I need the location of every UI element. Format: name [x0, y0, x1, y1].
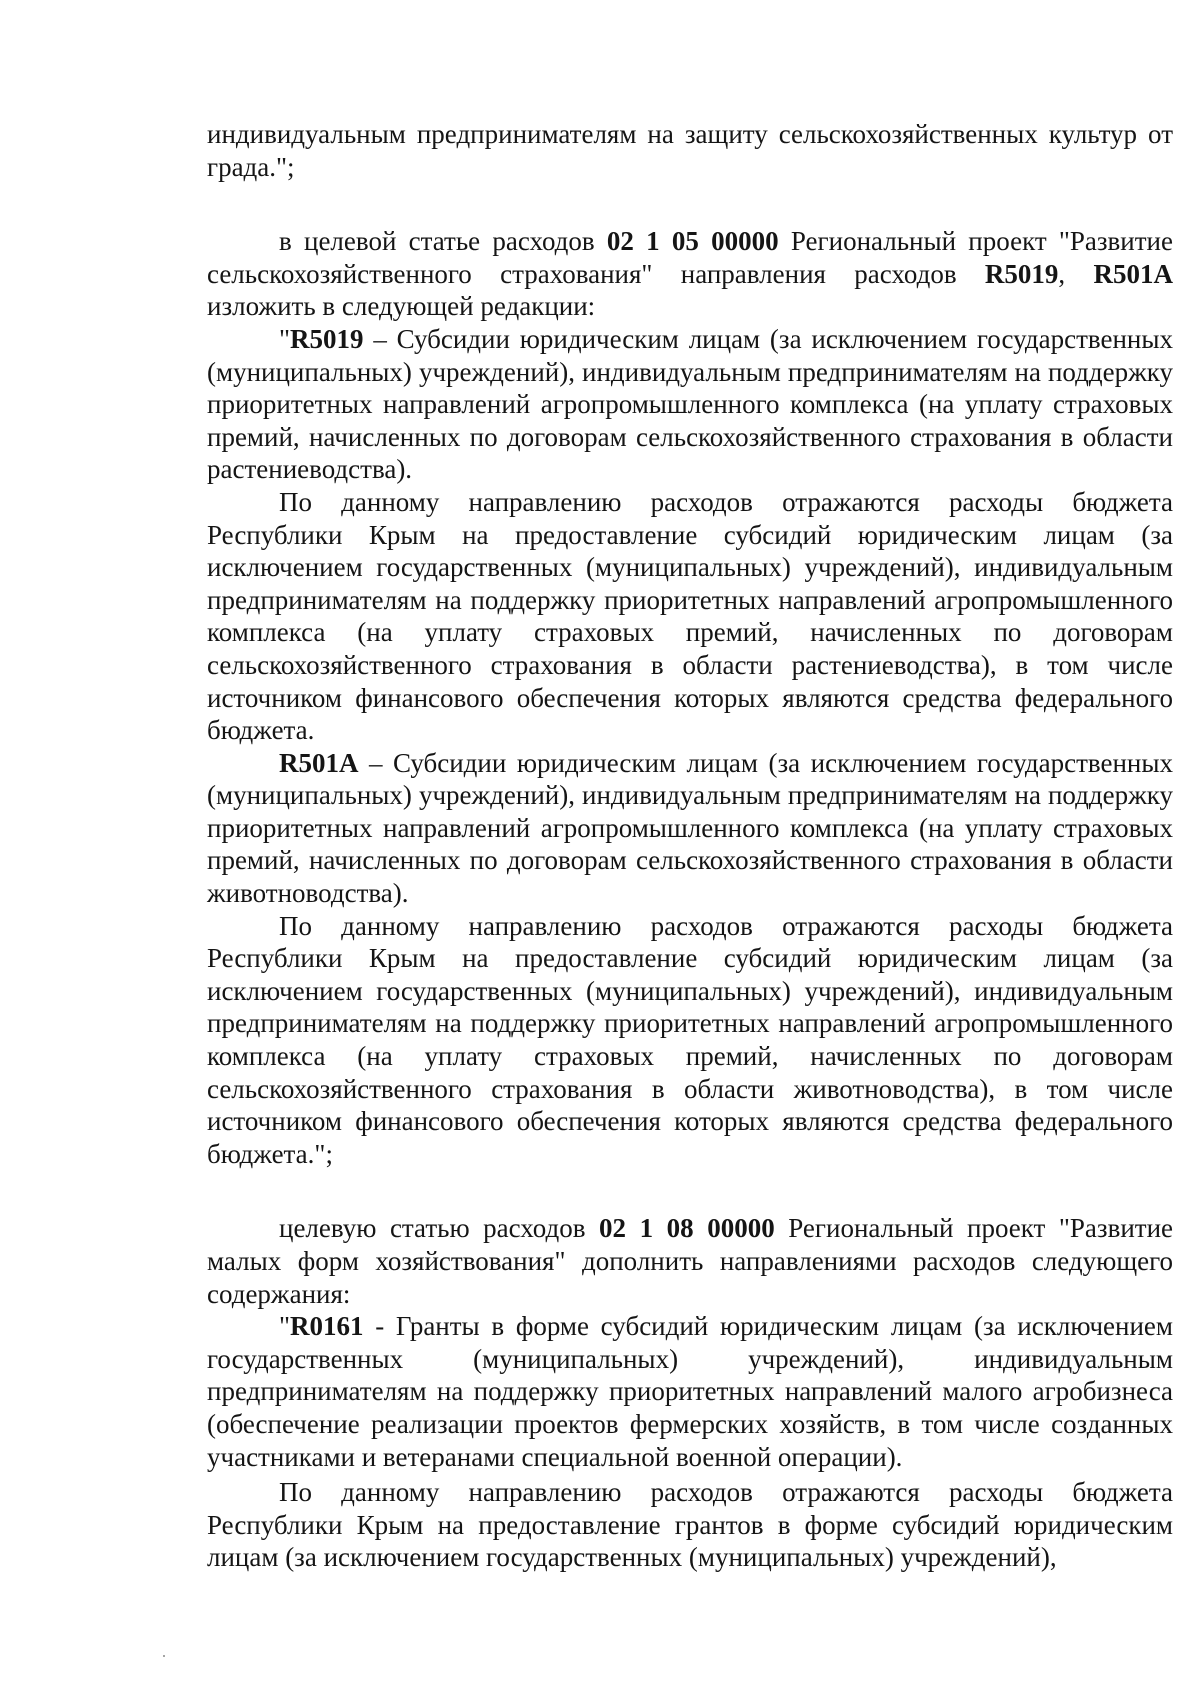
code-r5019: R5019: [984, 258, 1059, 289]
text-segment: Региональный проект "Развитие малых форм хозяйствования" дополнить направлениями расходов следующего содержания:: [207, 1213, 1173, 1309]
paragraph-hail-protection-end: [207, 118, 1173, 183]
text-segment: в целевой статье расходов: [279, 226, 607, 257]
code-r501a: R501A: [1093, 258, 1174, 289]
text-segment: По данному направлению расходов отражаются расходы бюджета Республики Крым на предоставление субсидий юридическим лицам (за исключением государственных (муниципальных) учреждений), индивидуальным предпринимателям на поддержку приоритетных направлений агропромышленного комплекса (на уплату страховых премий, начисленных по договорам сельскохозяйственного страхования в области растениеводства), в том числе источником финансового обеспечения которых являются средства федерального бюджета.: [207, 486, 1173, 746]
text-segment: целевую статью расходов: [279, 1213, 600, 1244]
text-segment: По данному направлению расходов отражаются расходы бюджета Республики Крым на предоставление субсидий юридическим лицам (за исключением государственных (муниципальных) учреждений), индивидуальным предпринимателям на поддержку приоритетных направлений агропромышленного комплекса (на уплату страховых премий, начисленных по договорам сельскохозяйственного страхования в области животноводства), в том числе источником финансового обеспечения которых являются средства федерального бюджета.";: [207, 910, 1173, 1169]
text-segment: ": [279, 1311, 291, 1342]
scan-speck: [163, 1655, 165, 1657]
text-segment: изложить в следующей редакции:: [207, 291, 596, 322]
text-segment: ": [279, 323, 291, 354]
text-segment: По данному направлению расходов отражаются расходы бюджета Республики Крым на предоставление грантов в форме субсидий юридическим лицам (за исключением государственных (муниципальных) учреждений),: [207, 1477, 1173, 1573]
code-article-02-1-08: 02 1 08 00000: [599, 1213, 775, 1244]
paragraph-article-02-1-05: [207, 225, 1173, 323]
code-article-02-1-05: 02 1 05 00000: [606, 226, 779, 257]
code-r501a: R501A: [279, 747, 359, 778]
paragraph-r501a-description: [207, 910, 1173, 1171]
text-segment: – Субсидии юридическим лицам (за исключением государственных (муниципальных) учреждений), индивидуальным предпринимателям на поддержку приоритетных направлений агропромышленного комплекса (на уплату страховых премий, начисленных по договорам сельскохозяйственного страхования в области животноводства).: [207, 747, 1173, 909]
text-segment: индивидуальным предпринимателям на защиту сельскохозяйственных культур от града.";: [207, 119, 1173, 182]
text-segment: ,: [1058, 258, 1094, 289]
text-segment: Региональный проект "Развитие сельскохозяйственного страхования" направления расходов: [207, 226, 1173, 289]
text-segment: - Гранты в форме субсидий юридическим лицам (за исключением государственных (муниципальных) учреждений), индивидуальным предпринимателям на поддержку приоритетных направлений малого агробизнеса (обеспечение реализации проектов фермерских хозяйств, в том числе созданных участниками и ветеранами специальной военной операции).: [207, 1311, 1173, 1472]
document-body: [207, 118, 1173, 1574]
paragraph-r0161-definition: [207, 1310, 1173, 1473]
paragraph-r5019-definition: [207, 323, 1173, 486]
paragraph-r0161-description: [207, 1476, 1173, 1574]
paragraph-r501a-definition: [207, 747, 1173, 910]
code-r0161: R0161: [290, 1311, 364, 1342]
paragraph-r5019-description: [207, 486, 1173, 747]
paragraph-article-02-1-08: [207, 1212, 1173, 1310]
code-r5019: R5019: [290, 323, 364, 354]
text-segment: – Субсидии юридическим лицам (за исключением государственных (муниципальных) учреждений), индивидуальным предпринимателям на поддержку приоритетных направлений агропромышленного комплекса (на уплату страховых премий, начисленных по договорам сельскохозяйственного страхования в области растениеводства).: [207, 323, 1173, 485]
